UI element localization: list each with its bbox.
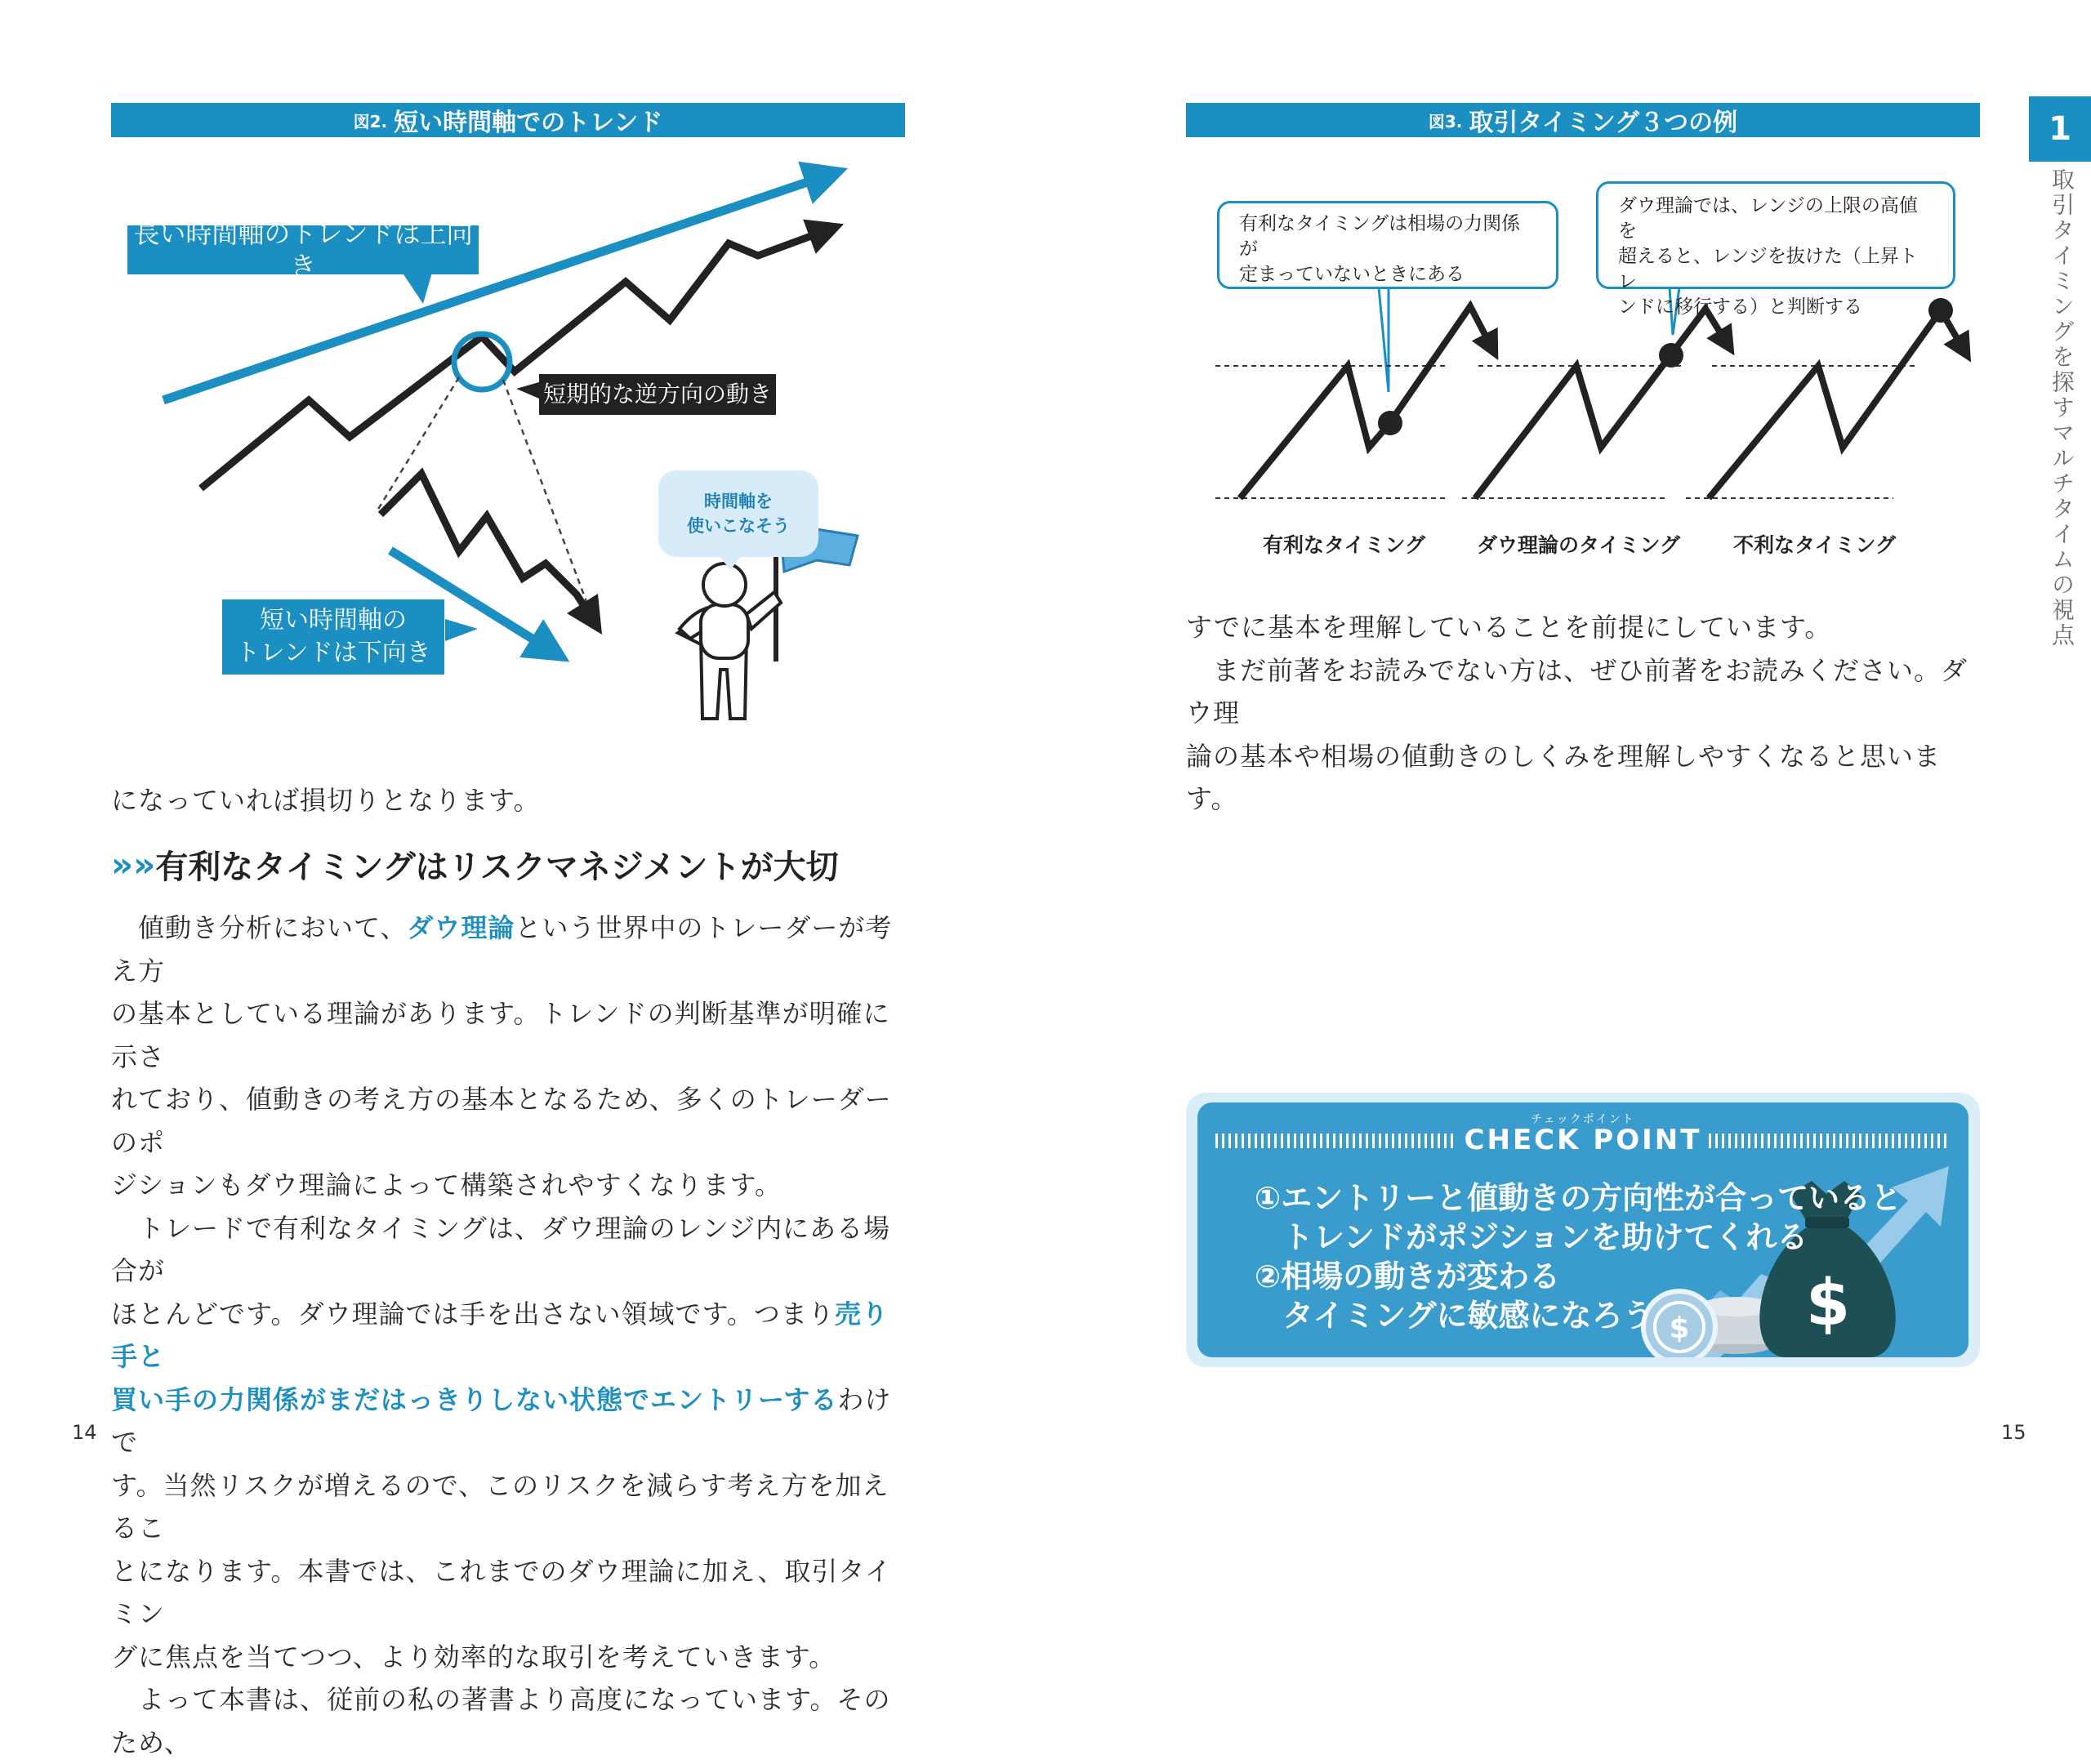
label-unfavorable: 不利なタイミング: [1733, 533, 1897, 557]
zigzag-dow: [1475, 309, 1727, 498]
intro-line-text: になっていれば損切りとなります。: [111, 785, 541, 816]
fig3-bubble-favorable: [1217, 201, 1558, 289]
range-lines: [1215, 366, 1918, 498]
long-trend-label-text: 長い時間軸のトレンドは上向き: [133, 218, 473, 282]
fig2-diagram: [0, 0, 1046, 784]
speech-bubble-line1: 時間軸を: [704, 492, 773, 511]
checkpoint-line1: ①エントリーと値動きの方向性が合っていると: [1255, 1180, 1902, 1216]
p2-line2: [111, 1293, 912, 1379]
section-heading: [111, 841, 839, 888]
fig3-number: 図3.: [1428, 111, 1463, 131]
bubble1-line2: 定まっていないときにある: [1239, 264, 1465, 285]
bubble2-line1: ダウ理論では、レンジの上限の高値を: [1618, 195, 1918, 242]
p2-line6: グに焦点を当てつつ、より効率的な取引を考えていきます。: [111, 1641, 836, 1673]
bubble2-line2: 超えると、レンジを抜けた（上昇トレ: [1618, 246, 1918, 292]
fig3-diagram: [1046, 0, 2091, 621]
p1-line2: の基本としている理論があります。トレンドの判断基準が明確に示さ: [111, 998, 890, 1072]
checkpoint-line4: タイミングに敏感になろう: [1282, 1298, 1654, 1334]
p2-l3b: わけで: [111, 1383, 892, 1458]
rp-line3: 論の基本や相場の値動きのしくみを理解しやすくなると思います。: [1186, 740, 1942, 814]
double-chevron-icon: »: [111, 844, 129, 884]
label-dow: ダウ理論のタイミング: [1477, 533, 1681, 557]
section-title-text: 有利なタイミングはリスクマネジメントが大切: [155, 849, 839, 886]
p3-line1: [111, 1678, 912, 1764]
right-body: [1186, 606, 1986, 821]
p3-l1: よって本書は、従前の私の著書より高度になっています。そのため、: [111, 1684, 891, 1758]
p1-line1: [111, 906, 912, 992]
dot-favorable: [1378, 411, 1402, 435]
p2-line5: とになります。本書では、これまでのダウ理論に加え、取引タイミン: [111, 1555, 892, 1629]
fig2-title: 短い時間軸でのトレンド: [394, 109, 663, 137]
fig3-bubble-dow: [1596, 181, 1955, 318]
dollar-sign: $: [1805, 1267, 1851, 1340]
double-chevron-icon-2: »: [133, 844, 151, 884]
rp-line2: [1186, 649, 1986, 735]
p2-line4: す。当然リスクが増えるので、このリスクを減らす考え方を加えるこ: [111, 1469, 889, 1544]
long-trend-label: [127, 218, 479, 282]
p1-line3: れており、値動きの考え方の基本となるため、多くのトレーダーのポ: [111, 1084, 892, 1158]
checkpoint-ruby: チェックポイント: [1531, 1113, 1635, 1126]
chapter-title-vertical: 取引タイミングを探すマルチタイムの視点: [2049, 167, 2075, 648]
page-number-left: 14: [72, 1421, 97, 1444]
bubble2-line3: ンドに移行する）と判断する: [1618, 296, 1862, 318]
p1-a: 値動き分析において、: [138, 912, 408, 943]
checkpoint-line2: トレンドがポジションを助けてくれる: [1282, 1219, 1808, 1255]
short-move-label-text: 短期的な逆方向の動き: [542, 381, 772, 408]
speech-bubble-tail: [719, 555, 742, 570]
p2-line1: [111, 1207, 912, 1293]
bubble1-line1: 有利なタイミングは相場の力関係が: [1239, 213, 1521, 260]
p2-l3hl: 買い手の力関係がまだはっきりしない状態でエントリーする: [111, 1383, 838, 1415]
speech-bubble-fig2: [658, 470, 818, 557]
p2-line3: [111, 1379, 912, 1464]
short-trend-label-line1: 短い時間軸の: [260, 606, 407, 635]
p2-l2hl: 売り手と: [111, 1298, 889, 1372]
short-trend-label-line2: トレンドは下向き: [235, 639, 431, 667]
speech-bubble-line2: 使いこなそう: [687, 516, 790, 536]
p1-line4: ジションもダウ理論によって構築されやすくなります。: [111, 1169, 782, 1200]
label-favorable: 有利なタイミング: [1263, 533, 1426, 557]
fig3-title: 取引タイミング３つの例: [1469, 109, 1738, 137]
short-trend-label: [222, 599, 444, 675]
rp-line1: すでに基本を理解していることを前提にしています。: [1186, 612, 1832, 643]
chapter-tab: 1: [2029, 96, 2091, 162]
rp-l2: まだ前著をお読みでない方は、ぜひ前著をお読みください。ダウ理: [1186, 654, 1968, 728]
short-zigzag: [381, 474, 592, 619]
checkpoint-title: CHECK POINT: [1464, 1124, 1702, 1156]
zigzag-favorable: [1240, 306, 1491, 498]
p1-hl: ダウ理論: [407, 912, 515, 943]
p2-l2a: ほとんどです。ダウ理論では手を出さない領域です。つまり: [111, 1298, 835, 1330]
coins-icon: [1643, 1291, 1774, 1357]
dot-dow: [1659, 343, 1683, 368]
page-number-right: 15: [2001, 1421, 2026, 1444]
left-body: [111, 906, 912, 1764]
checkpoint-line3: ②相場の動きが変わる: [1255, 1258, 1561, 1294]
long-trend-arrow: [163, 176, 827, 400]
p1-b: という世界中のトレーダーが考え方: [111, 912, 893, 987]
short-move-label: [539, 374, 776, 415]
fig2-number: 図2.: [353, 111, 388, 131]
zigzag-unfavorable: [1709, 310, 1964, 498]
checkpoint-panel: [1197, 1102, 1968, 1357]
svg-text:$: $: [1669, 1312, 1690, 1345]
p2-l1a: トレードで有利なタイミングは、ダウ理論のレンジ内にある場合が: [111, 1212, 891, 1286]
intro-line: [111, 779, 540, 822]
